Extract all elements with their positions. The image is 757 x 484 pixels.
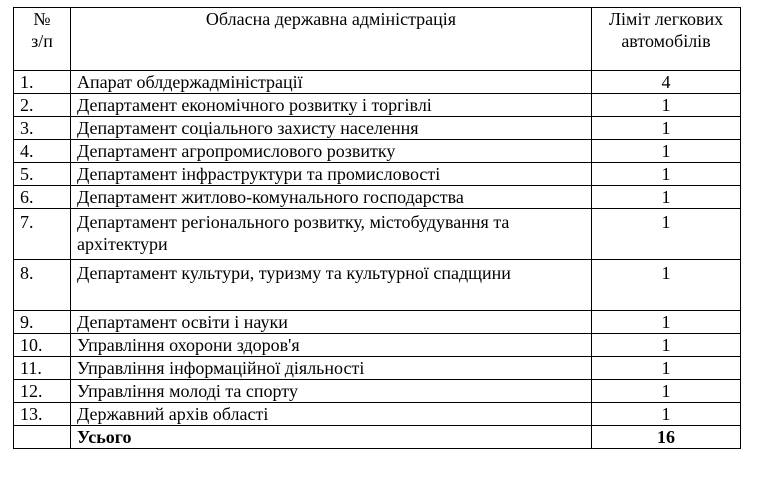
table-row xyxy=(14,117,741,140)
row-name: Управління молоді та спорту xyxy=(71,380,592,403)
row-number: 1. xyxy=(14,71,71,94)
table-row xyxy=(14,311,741,334)
table-row xyxy=(14,380,741,403)
row-name: Департамент житлово-комунального господарства xyxy=(71,186,592,209)
table-row xyxy=(14,260,741,311)
row-number: 10. xyxy=(14,334,71,357)
table-row xyxy=(14,94,741,117)
row-limit: 1 xyxy=(592,117,741,140)
row-name: Управління інформаційної діяльності xyxy=(71,357,592,380)
row-limit: 4 xyxy=(592,71,741,94)
row-number: 12. xyxy=(14,380,71,403)
total-label: Усього xyxy=(71,426,592,449)
table-header-row xyxy=(14,8,741,71)
row-number: 2. xyxy=(14,94,71,117)
table-row xyxy=(14,186,741,209)
row-limit: 1 xyxy=(592,311,741,334)
row-name: Департамент економічного розвитку і торгівлі xyxy=(71,94,592,117)
row-number: 13. xyxy=(14,403,71,426)
row-limit: 1 xyxy=(592,334,741,357)
header-number-line2: з/п xyxy=(31,31,53,51)
table-row xyxy=(14,140,741,163)
row-name: Департамент соціального захисту населення xyxy=(71,117,592,140)
row-name: Управління охорони здоров'я xyxy=(71,334,592,357)
table-row xyxy=(14,357,741,380)
table-row xyxy=(14,209,741,260)
row-name: Державний архів області xyxy=(71,403,592,426)
total-value: 16 xyxy=(592,426,741,449)
row-limit: 1 xyxy=(592,140,741,163)
vehicle-limits-table xyxy=(13,7,741,449)
header-limit xyxy=(592,8,741,71)
row-name: Департамент культури, туризму та культурної спадщини xyxy=(71,260,592,311)
header-number xyxy=(14,8,71,71)
row-limit: 1 xyxy=(592,94,741,117)
row-limit: 1 xyxy=(592,357,741,380)
row-number: 7. xyxy=(14,209,71,260)
row-number: 5. xyxy=(14,163,71,186)
table-row xyxy=(14,163,741,186)
row-number: 4. xyxy=(14,140,71,163)
header-limit-line2: автомобілів xyxy=(621,31,711,51)
row-name: Департамент регіонального розвитку, містобудування та архітектури xyxy=(71,209,592,260)
header-limit-line1: Ліміт легкових xyxy=(608,9,724,29)
row-number: 9. xyxy=(14,311,71,334)
row-number: 3. xyxy=(14,117,71,140)
table-row xyxy=(14,334,741,357)
row-limit: 1 xyxy=(592,186,741,209)
header-administration: Обласна державна адміністрація xyxy=(71,8,592,71)
table-row xyxy=(14,71,741,94)
row-limit: 1 xyxy=(592,403,741,426)
row-name: Апарат облдержадміністрації xyxy=(71,71,592,94)
row-number: 8. xyxy=(14,260,71,311)
row-name: Департамент освіти і науки xyxy=(71,311,592,334)
row-number: 6. xyxy=(14,186,71,209)
row-limit: 1 xyxy=(592,163,741,186)
row-number: 11. xyxy=(14,357,71,380)
row-name: Департамент агропромислового розвитку xyxy=(71,140,592,163)
total-row xyxy=(14,426,741,449)
row-limit: 1 xyxy=(592,209,741,260)
row-limit: 1 xyxy=(592,380,741,403)
total-number-empty xyxy=(14,426,71,449)
header-number-line1: № xyxy=(33,9,51,29)
table-row xyxy=(14,403,741,426)
row-name: Департамент інфраструктури та промисловості xyxy=(71,163,592,186)
row-limit: 1 xyxy=(592,260,741,311)
